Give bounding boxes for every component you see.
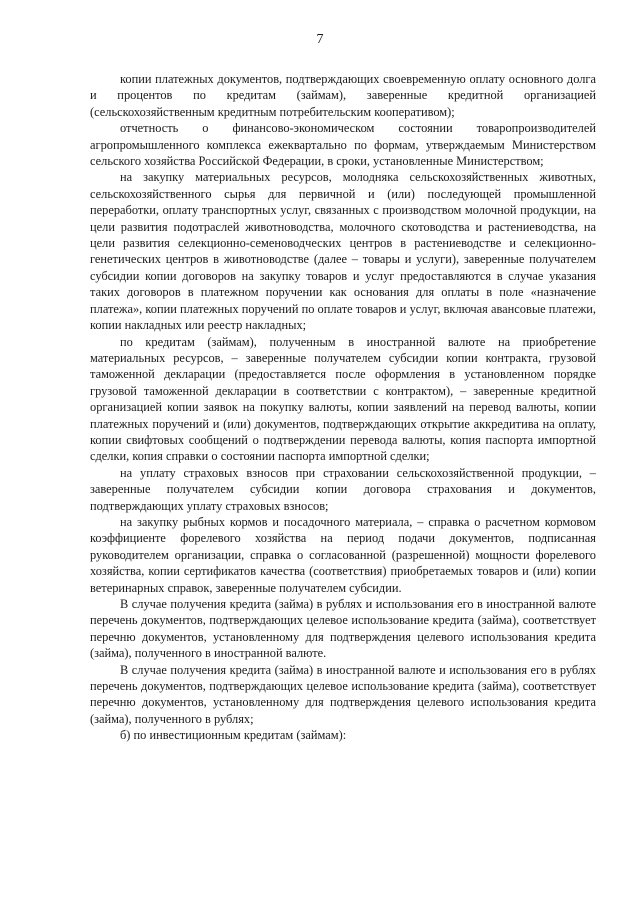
page-number: 7 bbox=[316, 32, 324, 47]
paragraph-foreign-loan-ruble-use: В случае получения кредита (займа) в иностранной валюте и использования его в рублях перечень документов, подтверждающих целевое использование кредита (займа), соответствует перечню документов, установленному для подтверждения целевого использования кредита (займа), полученного в рублях; bbox=[90, 662, 596, 726]
paragraph-payment-documents: копии платежных документов, подтверждающих своевременную оплату основного долга и процентов по кредитам (займам), заверенные кредитной организацией (сельскохозяйственным кредитным потребительским кооперативом); bbox=[90, 72, 596, 119]
paragraph-material-resources: на закупку материальных ресурсов, молодняка сельскохозяйственных животных, сельскохозяйственного сырья для первичной и (или) последующей промышленной переработки, оплату транспортных услуг, связанных с производством молочной продукции, на цели развития подотраслей животноводства, молочного скотоводства и растениеводства, на цели развития селекционно-семеноводческих центров в растениеводстве и селекционно-генетических центров в животноводстве (далее – товары и услуги), заверенные получателем субсидии копии договоров на закупку товаров и услуг предоставляются в случае указания таких договоров в платежном поручении как основания для оплаты в поле «назначение платежа», копии платежных поручений по оплате товаров и услуг, включая авансовые платежи, копии накладных или реестр накладных; bbox=[90, 170, 596, 333]
paragraph-foreign-currency-loans: по кредитам (займам), полученным в иностранной валюте на приобретение материальных ресурсов, – заверенные получателем субсидии копии контракта, грузовой таможенной декларации (предоставляется после оформления в установленном порядке грузовой таможенной декларации в соответствии с контрактом), – заверенные кредитной организацией копии заявок на покупку валюты, копии заявлений на перевод валюты, копии платежных поручений и (или) документов, подтверждающих открытие аккредитива на оплату, копии свифтовых сообщений о подтверждении перевода валюты, копия паспорта импортной сделки, копия справки о состоянии паспорта импортной сделки; bbox=[90, 334, 596, 464]
paragraph-fish-feed: на закупку рыбных кормов и посадочного материала, – справка о расчетном кормовом коэффициенте форелевого хозяйства на период подачи документов, подписанная руководителем организации, справка о согласованной (разрешенной) мощности форелевого хозяйства, копии сертификатов качества (соответствия) приобретаемых товаров и (или) копии ветеринарных справок, заверенные получателем субсидии. bbox=[90, 514, 596, 595]
paragraph-investment-loans: б) по инвестиционным кредитам (займам): bbox=[120, 728, 347, 743]
paragraph-financial-reporting: отчетность о финансово-экономическом состоянии товаропроизводителей агропромышленного комплекса ежеквартально по формам, утверждаемым Министерством сельского хозяйства Российской Федерации, в сроки, установленные Министерством; bbox=[90, 121, 596, 169]
paragraph-insurance-premiums: на уплату страховых взносов при страховании сельскохозяйственной продукции, – заверенные получателем субсидии копии договора страхования и документов, подтверждающих уплату страховых взносов; bbox=[90, 465, 596, 513]
document-body bbox=[90, 71, 596, 744]
paragraph-ruble-loan-foreign-use: В случае получения кредита (займа) в рублях и использования его в иностранной валюте перечень документов, подтверждающих целевое использование кредита (займа), соответствует перечню документов, установленному для подтверждения целевого использования кредита (займа), полученного в иностранной валюте. bbox=[90, 597, 596, 661]
